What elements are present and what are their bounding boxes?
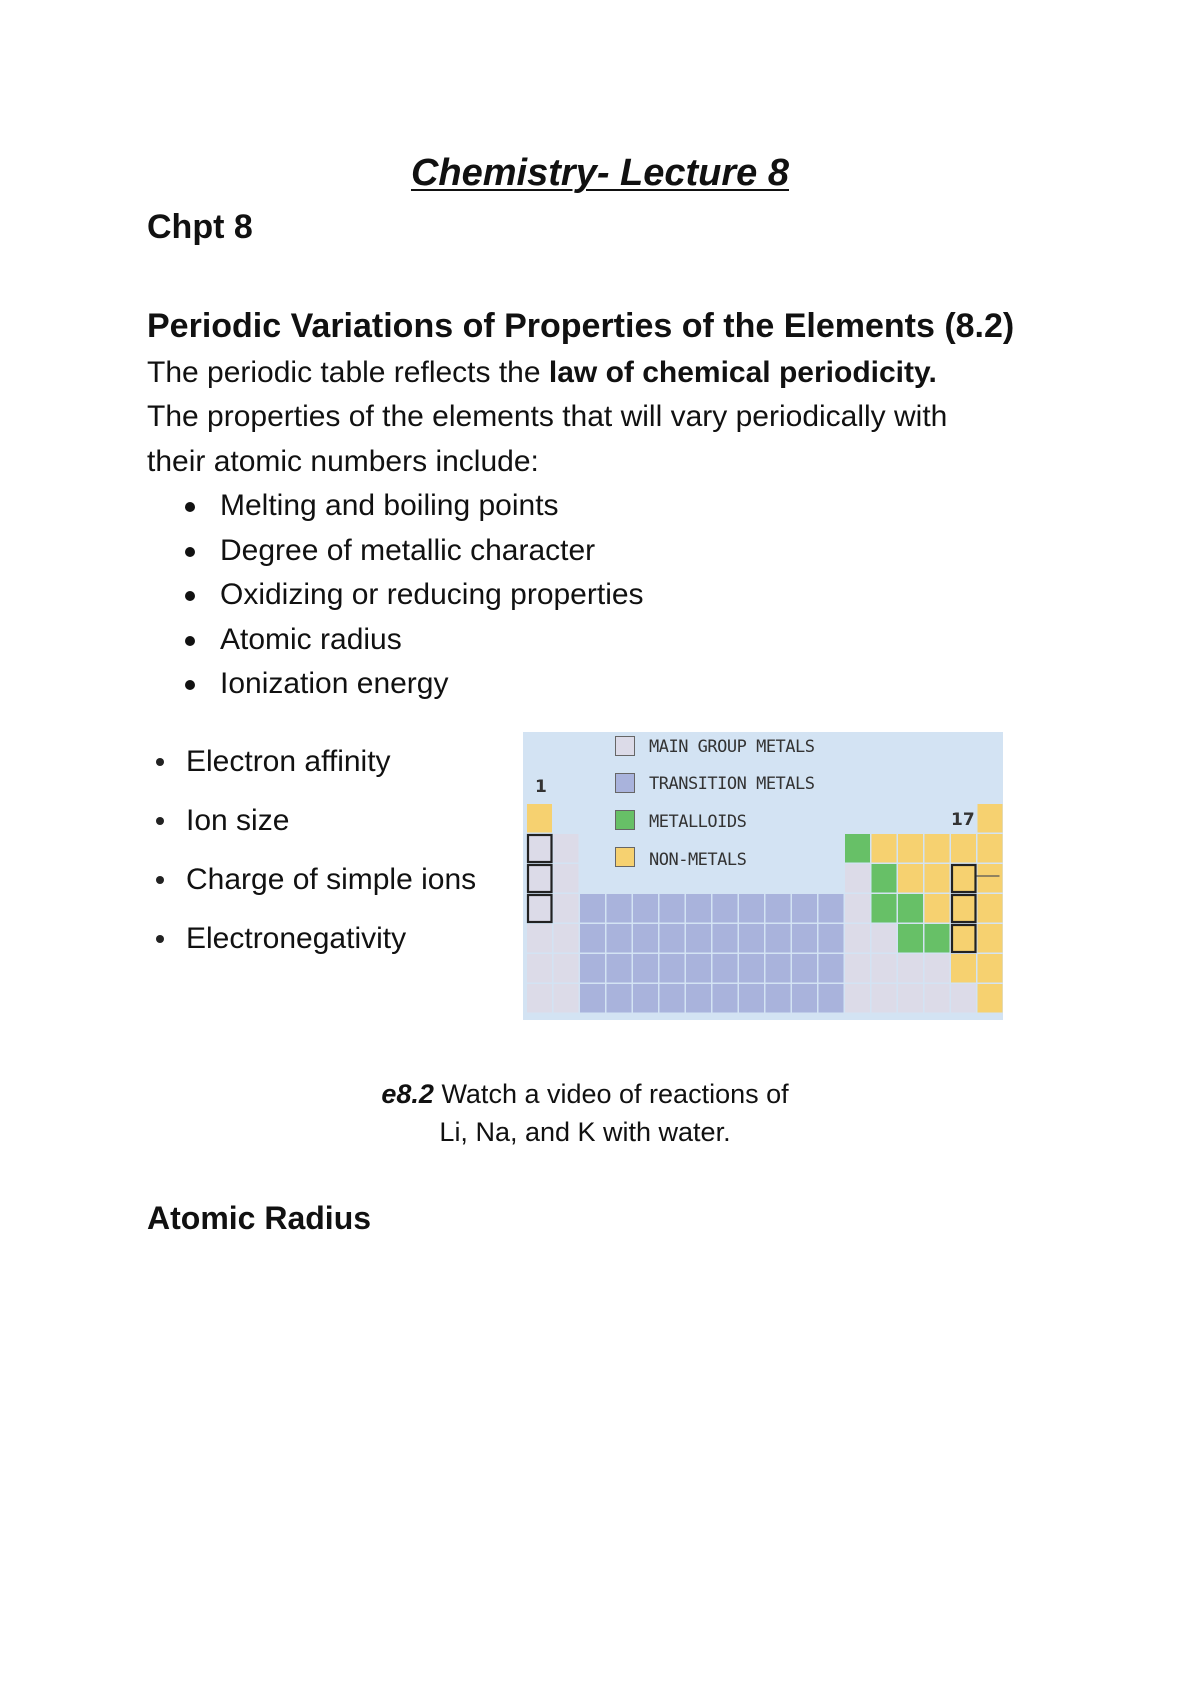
element-cell <box>554 954 579 983</box>
element-cell <box>554 894 579 923</box>
list-item <box>176 618 644 663</box>
element-cell <box>845 864 870 893</box>
element-cell <box>739 924 764 953</box>
element-cell <box>580 954 605 983</box>
element-cell <box>580 894 605 923</box>
element-cell <box>660 954 685 983</box>
element-cell <box>633 954 658 983</box>
legend-label-non-metals: NON-METALS <box>649 850 747 870</box>
element-cell <box>898 924 923 953</box>
atomic-radius-heading: Atomic Radius <box>147 1200 372 1236</box>
element-cell <box>978 834 1003 863</box>
bullet-icon <box>185 502 195 512</box>
list-item-text: Degree of metallic character <box>220 533 596 567</box>
element-cell <box>527 804 552 833</box>
element-cell <box>554 924 579 953</box>
element-cell <box>633 894 658 923</box>
figure-caption-line-2: Li, Na, and K with water. <box>439 1117 731 1147</box>
element-cell <box>819 984 844 1013</box>
element-cell <box>527 954 552 983</box>
element-cell <box>739 954 764 983</box>
element-cell <box>925 864 950 893</box>
element-cell <box>766 984 791 1013</box>
element-cell <box>819 954 844 983</box>
element-cell <box>872 894 897 923</box>
element-cell <box>978 804 1003 833</box>
element-cell <box>898 834 923 863</box>
section-heading: Periodic Variations of Properties of the Elements (8.2) <box>147 307 1015 345</box>
list-item <box>150 732 476 791</box>
element-cell <box>580 924 605 953</box>
bullet-icon <box>185 680 195 690</box>
element-cell <box>607 894 632 923</box>
bullet-icon <box>185 547 195 557</box>
element-cell <box>713 924 738 953</box>
element-cell <box>872 924 897 953</box>
element-cell <box>845 924 870 953</box>
element-cell <box>898 894 923 923</box>
element-cell <box>951 894 976 923</box>
element-cell <box>872 834 897 863</box>
legend-label-transition: TRANSITION METALS <box>649 774 815 794</box>
element-cell <box>792 984 817 1013</box>
element-cell <box>554 984 579 1013</box>
element-cell <box>819 894 844 923</box>
intro-line-3: their atomic numbers include: <box>147 445 539 478</box>
list-item <box>150 909 476 968</box>
intro-line-2: The properties of the elements that will vary periodically with <box>147 400 948 433</box>
element-cell <box>607 984 632 1013</box>
list-item-text: Charge of simple ions <box>186 863 477 896</box>
element-cell <box>660 924 685 953</box>
element-cell <box>978 924 1003 953</box>
element-cell <box>951 834 976 863</box>
list-item <box>176 662 644 707</box>
element-cell <box>633 924 658 953</box>
bullet-icon <box>156 935 164 943</box>
page-title: Chemistry- Lecture 8 <box>410 152 789 194</box>
element-cell <box>739 894 764 923</box>
element-cell <box>766 924 791 953</box>
element-cell <box>713 894 738 923</box>
element-cell <box>951 864 976 893</box>
element-cell <box>554 834 579 863</box>
element-cell <box>792 954 817 983</box>
list-item <box>150 850 476 909</box>
element-cell <box>607 924 632 953</box>
element-cell <box>739 984 764 1013</box>
list-item <box>176 484 644 529</box>
element-cell <box>898 864 923 893</box>
intro-line-1-text: The periodic table reflects the <box>147 356 549 389</box>
element-cell <box>527 834 552 863</box>
element-cell <box>713 954 738 983</box>
element-cell <box>686 924 711 953</box>
element-cell <box>845 984 870 1013</box>
element-cell <box>978 954 1003 983</box>
group-1-label: 1 <box>535 777 547 797</box>
element-cell <box>527 924 552 953</box>
element-cell <box>925 954 950 983</box>
element-cell <box>607 954 632 983</box>
element-cell <box>660 894 685 923</box>
element-cell <box>978 894 1003 923</box>
element-cell <box>580 984 605 1013</box>
element-cell <box>660 984 685 1013</box>
element-cell <box>951 954 976 983</box>
element-cell <box>845 894 870 923</box>
bullet-icon <box>185 636 195 646</box>
properties-list-continued <box>150 732 476 968</box>
element-cell <box>925 984 950 1013</box>
caption-ref: e8.2 <box>381 1079 434 1109</box>
element-cell <box>819 924 844 953</box>
element-cell <box>978 984 1003 1013</box>
list-item-text: Melting and boiling points <box>220 489 559 522</box>
element-cell <box>686 954 711 983</box>
list-item-text: Ion size <box>186 804 290 837</box>
bullet-icon <box>156 876 164 884</box>
element-cell <box>527 894 552 923</box>
caption-text: Watch a video of reactions of <box>433 1079 789 1109</box>
element-cell <box>845 834 870 863</box>
legend-swatch-non-metals <box>615 847 635 867</box>
legend-label-main-group: MAIN GROUP METALS <box>649 737 815 757</box>
law-term: law of chemical periodicity. <box>548 356 937 389</box>
element-cell <box>686 984 711 1013</box>
element-cell <box>633 984 658 1013</box>
properties-list <box>176 484 644 707</box>
element-cell <box>951 984 976 1013</box>
figure-caption <box>0 1075 1170 1113</box>
element-cell <box>925 834 950 863</box>
element-cell <box>792 894 817 923</box>
legend-swatch-transition <box>615 773 635 793</box>
element-cell <box>686 894 711 923</box>
element-cell <box>898 954 923 983</box>
bullet-icon <box>156 817 164 825</box>
list-item-text: Atomic radius <box>220 622 402 656</box>
legend-swatch-main-group <box>615 736 635 756</box>
element-cell <box>898 984 923 1013</box>
element-cell <box>978 864 1003 893</box>
legend-label-metalloids: METALLOIDS <box>649 812 747 832</box>
legend-swatch-metalloids <box>615 810 635 830</box>
bullet-icon <box>156 758 164 766</box>
list-item <box>176 573 644 618</box>
group-17-label: 17 <box>951 810 975 830</box>
list-item <box>176 529 644 574</box>
periodic-table-figure <box>523 732 1003 1020</box>
element-cell <box>766 954 791 983</box>
element-cell <box>792 924 817 953</box>
list-item <box>150 791 476 850</box>
element-cell <box>872 864 897 893</box>
element-cell <box>951 924 976 953</box>
element-cell <box>713 984 738 1013</box>
element-cell <box>845 954 870 983</box>
list-item-text: Electronegativity <box>186 922 407 955</box>
chapter-heading: Chpt 8 <box>147 208 253 246</box>
element-cell <box>527 984 552 1013</box>
element-cell <box>925 894 950 923</box>
list-item-text: Electron affinity <box>186 745 391 778</box>
list-item-text: Ionization energy <box>220 667 449 700</box>
bullet-icon <box>185 591 195 601</box>
intro-line-1 <box>147 351 937 395</box>
element-cell <box>527 864 552 893</box>
element-cell <box>872 984 897 1013</box>
element-cell <box>554 864 579 893</box>
list-item-text: Oxidizing or reducing properties <box>220 578 644 611</box>
element-cell <box>872 954 897 983</box>
element-cell <box>766 894 791 923</box>
element-cell <box>925 924 950 953</box>
